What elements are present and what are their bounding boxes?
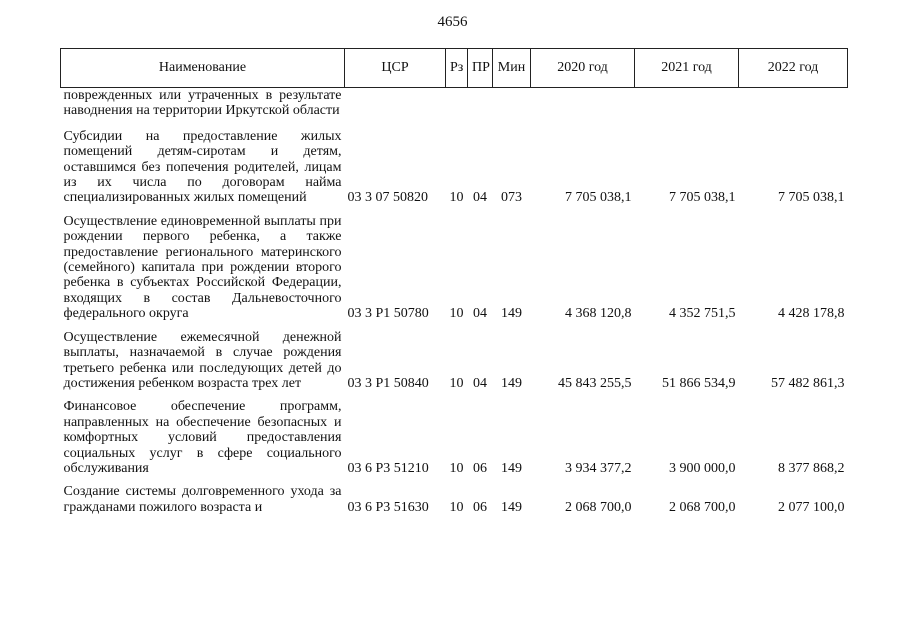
row-name: Осуществление единовременной выплаты при рождении первого ребенка, а также предоставление регионального материнского (семейного) капитала при рождении второго ребенка в субъектах Российской Федерации, входящих в состав Дальневосточного федерального округа — [63, 213, 342, 322]
row-min: 149 — [501, 375, 522, 391]
row-rz: 10 — [449, 499, 464, 515]
row-pr: 04 — [473, 306, 487, 322]
row-pr: 04 — [473, 190, 487, 206]
row-2020: 3 934 377,2 — [565, 460, 632, 476]
row-name: Финансовое обеспечение программ, направленных на обеспечение безопасных и комфортных условий предоставления социальных услуг в сфере социального обслуживания — [63, 399, 342, 476]
row-name: Создание системы долговременного ухода за гражданами пожилого возраста и — [63, 484, 342, 515]
row-min: 149 — [501, 460, 522, 476]
row-csr: 03 3 07 50820 — [347, 190, 428, 206]
row-csr: 03 6 P3 51210 — [347, 460, 429, 476]
row-2020: 4 368 120,8 — [565, 306, 632, 322]
row-2020: 45 843 255,5 — [558, 375, 632, 391]
budget-table — [60, 48, 848, 519]
row-rz — [446, 88, 468, 129]
row-csr: 03 3 P1 50780 — [347, 306, 429, 322]
row-2022: 4 428 178,8 — [778, 306, 845, 322]
table-row — [61, 330, 848, 400]
row-csr — [345, 88, 446, 129]
table-row — [61, 129, 848, 214]
row-pr: 06 — [473, 499, 487, 515]
row-2020: 2 068 700,0 — [565, 499, 632, 515]
row-rz: 10 — [449, 375, 464, 391]
row-pr: 04 — [473, 375, 487, 391]
row-rz: 10 — [449, 460, 464, 476]
row-2021: 7 705 038,1 — [669, 190, 736, 206]
row-2022 — [739, 88, 848, 129]
row-2020: 7 705 038,1 — [565, 190, 632, 206]
header-2020: 2020 год — [531, 49, 635, 88]
header-pr: ПР — [468, 49, 493, 88]
header-rz: Рз — [446, 49, 468, 88]
row-2021: 2 068 700,0 — [669, 499, 736, 515]
row-2021 — [635, 88, 739, 129]
header-2021: 2021 год — [635, 49, 739, 88]
header-csr: ЦСР — [345, 49, 446, 88]
table-header-row — [61, 49, 848, 88]
row-2022: 8 377 868,2 — [778, 460, 845, 476]
row-2022: 57 482 861,3 — [771, 375, 845, 391]
row-2022: 2 077 100,0 — [778, 499, 845, 515]
row-name: Субсидии на предоставление жилых помещений детям-сиротам и детям, оставшимся без попечения родителей, лицам из их числа по договорам найма специализированных жилых помещений — [63, 128, 342, 206]
row-2022: 7 705 038,1 — [778, 190, 845, 206]
row-2020 — [531, 88, 635, 129]
row-min: 149 — [501, 306, 522, 322]
page-number: 4656 — [437, 14, 468, 30]
row-pr — [468, 88, 493, 129]
row-min — [493, 88, 531, 129]
table-row — [61, 88, 848, 129]
header-min: Мин — [493, 49, 531, 88]
header-2022: 2022 год — [739, 49, 848, 88]
row-name: поврежденных или утраченных в результате наводнения на территории Иркутской области — [63, 88, 342, 119]
row-name: Осуществление ежемесячной денежной выплаты, назначаемой в случае рождения третьего ребенка или последующих детей до достижения ребенком возраста трех лет — [63, 329, 342, 391]
row-2021: 4 352 751,5 — [669, 306, 736, 322]
row-rz: 10 — [449, 190, 464, 206]
header-name: Наименование — [61, 49, 345, 88]
table-row — [61, 484, 848, 519]
row-pr: 06 — [473, 460, 487, 476]
row-rz: 10 — [449, 306, 464, 322]
table-row — [61, 214, 848, 330]
row-2021: 3 900 000,0 — [669, 460, 736, 476]
table-row — [61, 399, 848, 484]
row-min: 149 — [501, 499, 522, 515]
row-min: 073 — [501, 190, 522, 206]
row-2021: 51 866 534,9 — [662, 375, 736, 391]
row-csr: 03 6 P3 51630 — [347, 499, 429, 515]
row-csr: 03 3 P1 50840 — [347, 375, 429, 391]
